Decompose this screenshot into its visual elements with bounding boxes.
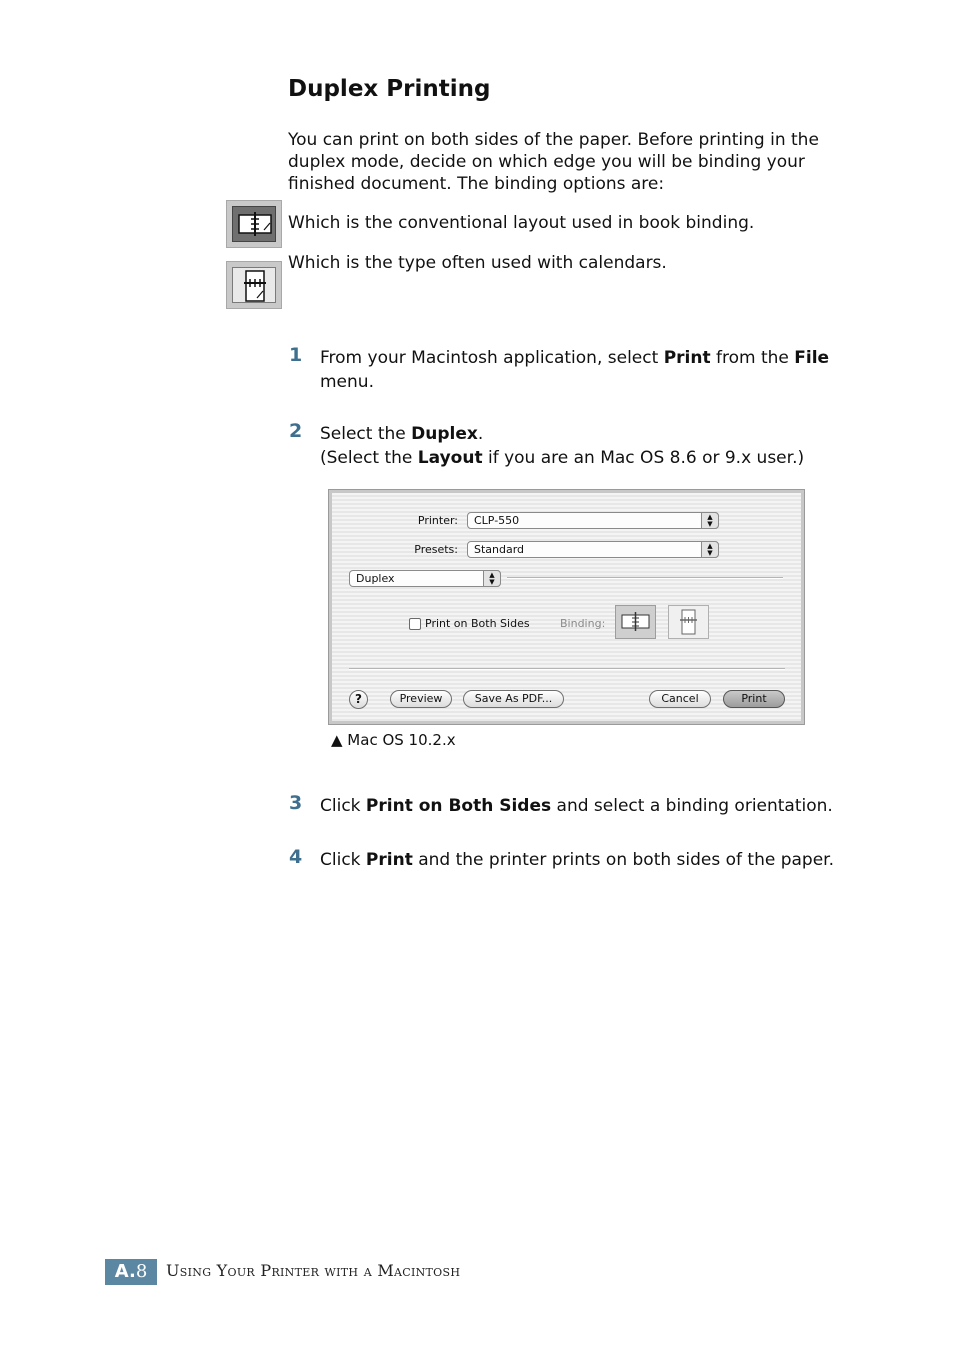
footer-title: Using Your Printer with a Macintosh	[166, 1261, 461, 1280]
step-number: 1	[289, 344, 303, 366]
print-button[interactable]: Print	[723, 690, 785, 708]
printer-select[interactable]	[467, 512, 719, 529]
presets-value: Standard	[474, 543, 525, 556]
preview-button[interactable]: Preview	[390, 690, 452, 708]
divider	[507, 577, 783, 579]
print-both-sides-label: Print on Both Sides	[425, 617, 530, 630]
divider	[349, 668, 785, 670]
step-number: 4	[289, 846, 303, 868]
panel-value: Duplex	[356, 572, 395, 585]
step-number: 2	[289, 420, 303, 442]
help-button[interactable]: ?	[349, 690, 368, 709]
page-number-badge: A.8	[105, 1259, 157, 1285]
updown-arrows-icon: ▲ ▼	[701, 541, 719, 558]
presets-select[interactable]	[467, 541, 719, 558]
cancel-button[interactable]: Cancel	[649, 690, 711, 708]
long-edge-binding-button[interactable]	[615, 605, 656, 639]
updown-arrows-icon: ▲ ▼	[701, 512, 719, 529]
binding-option-long-edge: Which is the conventional layout used in book binding.	[288, 213, 755, 233]
long-edge-binding-icon	[226, 200, 282, 248]
step-1-text: From your Macintosh application, select Print from the File menu.	[320, 348, 830, 392]
updown-arrows-icon: ▲ ▼	[483, 570, 501, 587]
printer-label: Printer:	[417, 514, 458, 527]
figure-caption: ▲ Mac OS 10.2.x	[331, 731, 456, 749]
step-number: 3	[289, 792, 303, 814]
binding-option-short-edge: Which is the type often used with calendars.	[288, 253, 667, 273]
step-3-text: Click Print on Both Sides and select a binding orientation.	[320, 796, 833, 816]
intro-paragraph: You can print on both sides of the paper. Before printing in the duplex mode, decide on which edge you will be binding your finished document. The binding options are:	[288, 130, 819, 194]
print-both-sides-checkbox[interactable]	[409, 618, 421, 630]
step-4-text: Click Print and the printer prints on both sides of the paper.	[320, 850, 835, 870]
step-2-text: Select the Duplex. (Select the Layout if you are an Mac OS 8.6 or 9.x user.)	[320, 424, 805, 468]
short-edge-binding-icon	[226, 261, 282, 309]
print-dialog	[329, 490, 804, 724]
binding-label: Binding:	[560, 617, 606, 630]
page-title: Duplex Printing	[288, 76, 491, 102]
presets-label: Presets:	[414, 543, 458, 556]
short-edge-binding-button[interactable]	[668, 605, 709, 639]
panel-select[interactable]	[349, 570, 501, 587]
save-as-pdf-button[interactable]: Save As PDF...	[463, 690, 564, 708]
printer-value: CLP-550	[474, 514, 520, 527]
